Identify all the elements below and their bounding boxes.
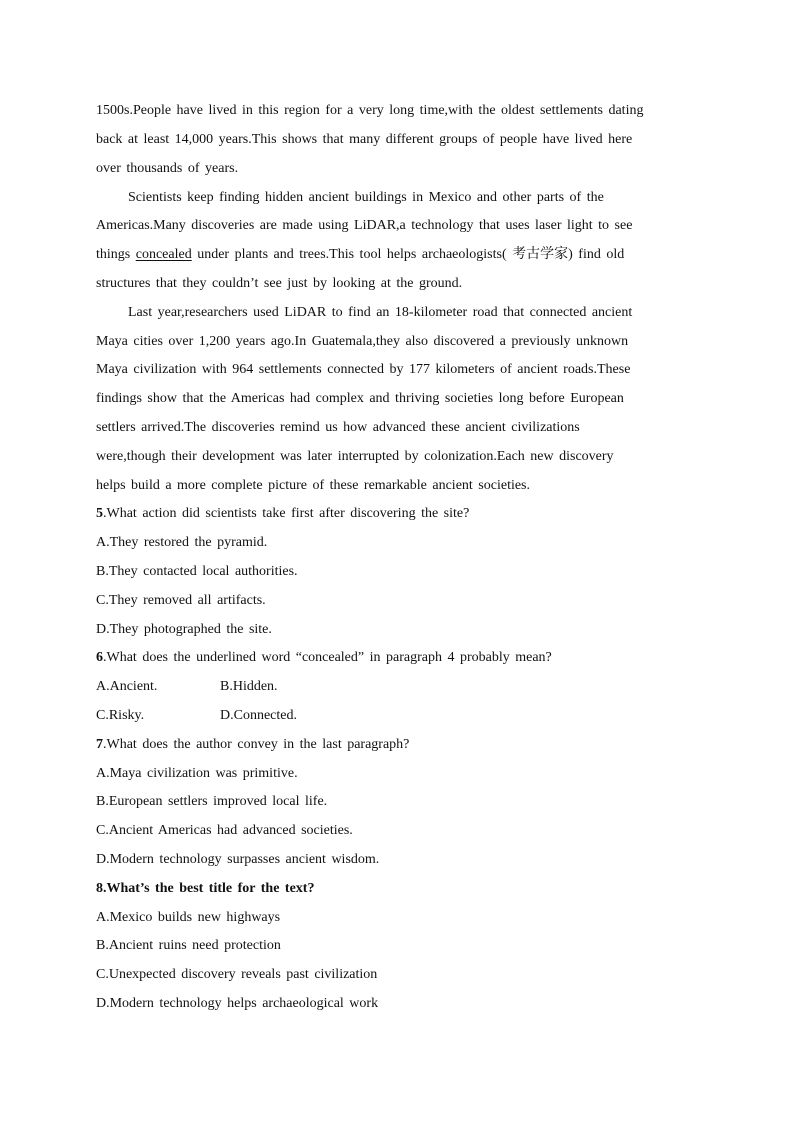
- question-text: .What action did scientists take first after discovering the site?: [103, 506, 470, 521]
- passage-line: were,though their development was later interrupted by colonization.Each new discovery: [96, 449, 614, 464]
- option-a: A.Mexico builds new highways: [96, 910, 281, 925]
- passage-line: helps build a more complete picture of these remarkable ancient societies.: [96, 478, 531, 493]
- passage-line: findings show that the Americas had complex and thriving societies long before European: [96, 391, 624, 406]
- question-text: .What does the underlined word “concealed” in paragraph 4 probably mean?: [103, 650, 552, 665]
- option-b: B.Hidden.: [220, 679, 278, 694]
- passage-text: under plants and trees.This tool helps archaeologists( 考古学家) find old: [191, 247, 625, 262]
- passage-line: over thousands of years.: [96, 161, 239, 176]
- option-c: C.They removed all artifacts.: [96, 593, 266, 608]
- passage-line: Americas.Many discoveries are made using LiDAR,a technology that uses laser light to see: [96, 218, 633, 233]
- option-c: C.Ancient Americas had advanced societies.: [96, 823, 353, 838]
- question-number: 5: [96, 506, 103, 521]
- passage-line: Scientists keep finding hidden ancient buildings in Mexico and other parts of the: [128, 190, 604, 205]
- question-5: [96, 504, 469, 524]
- option-b: B.They contacted local authorities.: [96, 564, 298, 579]
- option-d: D.Connected.: [220, 708, 297, 723]
- question-number: 7: [96, 737, 103, 752]
- option-a: A.They restored the pyramid.: [96, 535, 268, 550]
- passage-text: things: [96, 247, 136, 262]
- passage-line: Maya cities over 1,200 years ago.In Guatemala,they also discovered a previously unknown: [96, 334, 629, 349]
- question-number: 6: [96, 650, 103, 665]
- option-b: B.Ancient ruins need protection: [96, 938, 281, 953]
- option-b: B.European settlers improved local life.: [96, 794, 328, 809]
- option-d: D.Modern technology surpasses ancient wisdom.: [96, 852, 380, 867]
- question-6: [96, 648, 552, 668]
- option-c: C.Risky.: [96, 708, 145, 723]
- options-row: [96, 677, 696, 697]
- question-8: 8.What’s the best title for the text?: [96, 881, 315, 896]
- question-7: [96, 735, 409, 755]
- option-a: A.Maya civilization was primitive.: [96, 766, 298, 781]
- underlined-word: concealed: [135, 247, 192, 262]
- option-d: D.They photographed the site.: [96, 622, 272, 637]
- options-row: [96, 706, 696, 726]
- question-text: .What does the author convey in the last paragraph?: [103, 737, 410, 752]
- passage-line: structures that they couldn’t see just by looking at the ground.: [96, 276, 463, 291]
- option-a: A.Ancient.: [96, 679, 158, 694]
- passage-line: settlers arrived.The discoveries remind us how advanced these ancient civilizations: [96, 420, 580, 435]
- option-d: D.Modern technology helps archaeological work: [96, 996, 379, 1011]
- passage-line: [96, 245, 624, 265]
- passage-line: 1500s.People have lived in this region for a very long time,with the oldest settlements dating: [96, 103, 644, 118]
- passage-line: Last year,researchers used LiDAR to find an 18-kilometer road that connected ancient: [128, 305, 633, 320]
- passage-line: Maya civilization with 964 settlements connected by 177 kilometers of ancient roads.These: [96, 362, 631, 377]
- passage-line: back at least 14,000 years.This shows that many different groups of people have lived here: [96, 132, 633, 147]
- option-c: C.Unexpected discovery reveals past civilization: [96, 967, 378, 982]
